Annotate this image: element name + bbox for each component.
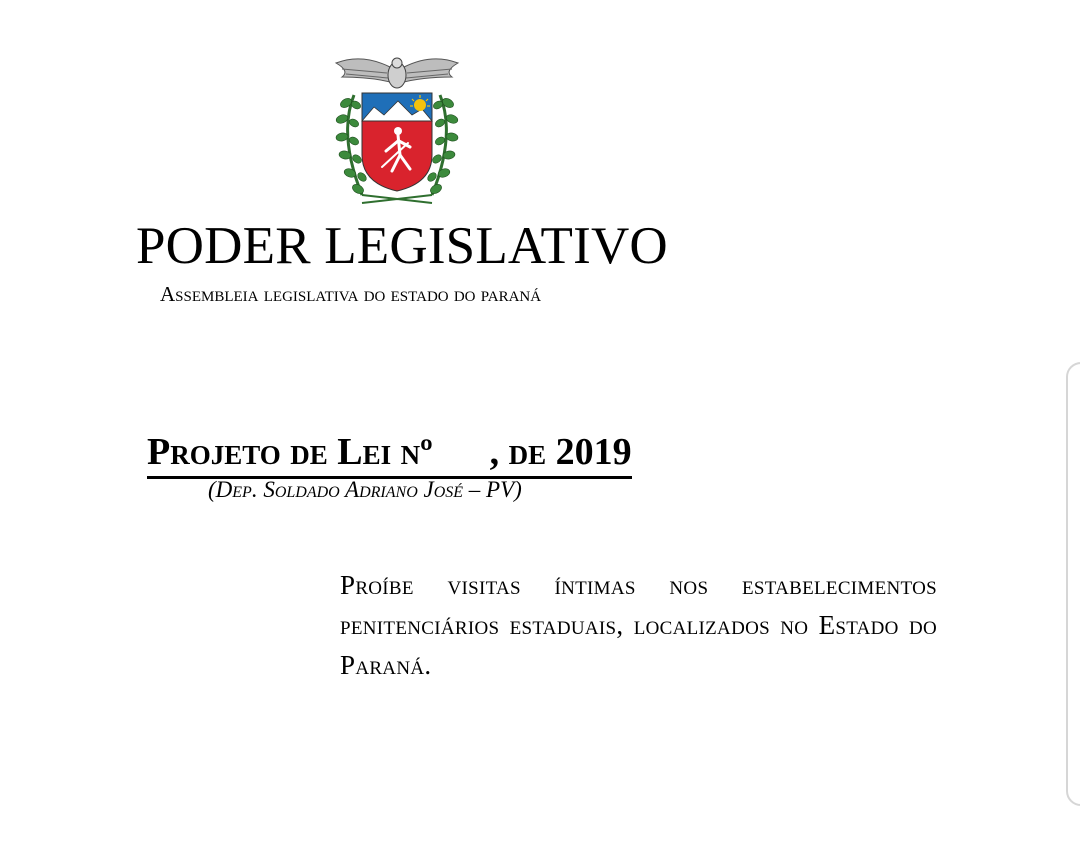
side-panel-handle[interactable] — [1066, 362, 1080, 806]
page-subtitle: Assembleia legislativa do estado do paraná — [160, 282, 542, 306]
bill-author: (Dep. Soldado Adriano José – PV) — [208, 477, 522, 502]
page-title: PODER LEGISLATIVO — [136, 217, 668, 275]
bill-summary: Proíbe visitas íntimas nos estabelecimentos penitenciários estaduais, localizados no Estado do Paraná. — [340, 570, 937, 680]
bill-title: Projeto de Lei nº , de 2019 — [147, 428, 632, 479]
parana-coat-of-arms-icon — [332, 55, 462, 207]
